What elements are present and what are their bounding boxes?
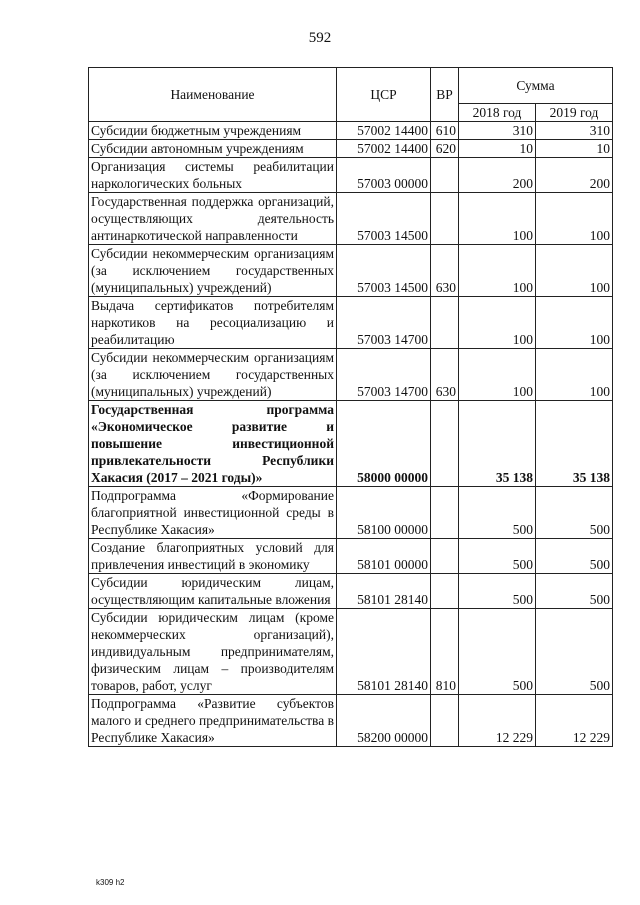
cell-name: Создание благоприятных условий для привлечения инвестиций в экономику — [89, 539, 337, 574]
cell-csr: 57003 14500 — [337, 193, 431, 245]
cell-sum-2018: 100 — [459, 193, 536, 245]
header-name: Наименование — [89, 68, 337, 122]
budget-table — [88, 67, 613, 747]
table-row — [89, 297, 613, 349]
cell-name: Субсидии бюджетным учреждениям — [89, 122, 337, 140]
cell-vr — [431, 695, 459, 747]
table-row — [89, 245, 613, 297]
cell-name: Выдача сертификатов потребителям наркотиков на ресоциализацию и реабилитацию — [89, 297, 337, 349]
table-row — [89, 401, 613, 487]
cell-csr: 57002 14400 — [337, 122, 431, 140]
table-row — [89, 609, 613, 695]
cell-vr: 630 — [431, 349, 459, 401]
cell-sum-2018: 100 — [459, 297, 536, 349]
cell-csr: 58101 28140 — [337, 609, 431, 695]
cell-csr: 57003 14700 — [337, 349, 431, 401]
table-row — [89, 539, 613, 574]
cell-name: Государственная программа «Экономическое развитие и повышение инвестиционной привлекательности Республики Хакасия (2017 – 2021 годы)» — [89, 401, 337, 487]
cell-sum-2018: 12 229 — [459, 695, 536, 747]
cell-sum-2019: 12 229 — [536, 695, 613, 747]
cell-sum-2018: 500 — [459, 574, 536, 609]
cell-sum-2019: 200 — [536, 158, 613, 193]
cell-sum-2018: 35 138 — [459, 401, 536, 487]
cell-vr — [431, 401, 459, 487]
cell-vr: 630 — [431, 245, 459, 297]
cell-sum-2019: 100 — [536, 349, 613, 401]
header-year-2018: 2018 год — [459, 104, 536, 122]
cell-name: Подпрограмма «Формирование благоприятной инвестиционной среды в Республике Хакасия» — [89, 487, 337, 539]
cell-name: Организация системы реабилитации наркологических больных — [89, 158, 337, 193]
cell-csr: 58000 00000 — [337, 401, 431, 487]
cell-sum-2018: 500 — [459, 609, 536, 695]
cell-sum-2018: 100 — [459, 349, 536, 401]
cell-name: Субсидии некоммерческим организациям (за исключением государственных (муниципальных) учреждений) — [89, 349, 337, 401]
table-row — [89, 487, 613, 539]
cell-csr: 57002 14400 — [337, 140, 431, 158]
table-body — [89, 122, 613, 747]
cell-sum-2019: 500 — [536, 487, 613, 539]
cell-name: Подпрограмма «Развитие субъектов малого и среднего предпринимательства в Республике Хакасия» — [89, 695, 337, 747]
cell-vr: 610 — [431, 122, 459, 140]
cell-csr: 58101 28140 — [337, 574, 431, 609]
cell-name: Субсидии некоммерческим организациям (за исключением государственных (муниципальных) учреждений) — [89, 245, 337, 297]
header-sum: Сумма — [459, 68, 613, 104]
cell-name: Субсидии автономным учреждениям — [89, 140, 337, 158]
cell-csr: 57003 00000 — [337, 158, 431, 193]
cell-csr: 58200 00000 — [337, 695, 431, 747]
header-vr: ВР — [431, 68, 459, 122]
cell-vr — [431, 297, 459, 349]
cell-vr — [431, 574, 459, 609]
cell-vr — [431, 193, 459, 245]
cell-sum-2019: 500 — [536, 574, 613, 609]
cell-csr: 57003 14500 — [337, 245, 431, 297]
cell-sum-2019: 310 — [536, 122, 613, 140]
cell-name: Государственная поддержка организаций, осуществляющих деятельность антинаркотической направленности — [89, 193, 337, 245]
cell-sum-2018: 10 — [459, 140, 536, 158]
cell-vr — [431, 158, 459, 193]
cell-sum-2019: 10 — [536, 140, 613, 158]
cell-csr: 58100 00000 — [337, 487, 431, 539]
footer-code: k309 h2 — [96, 878, 125, 887]
cell-sum-2019: 35 138 — [536, 401, 613, 487]
cell-sum-2018: 500 — [459, 539, 536, 574]
cell-vr — [431, 487, 459, 539]
cell-sum-2019: 100 — [536, 245, 613, 297]
cell-csr: 57003 14700 — [337, 297, 431, 349]
table-row — [89, 193, 613, 245]
header-csr: ЦСР — [337, 68, 431, 122]
table-row — [89, 122, 613, 140]
table-row — [89, 695, 613, 747]
cell-sum-2018: 200 — [459, 158, 536, 193]
cell-sum-2019: 500 — [536, 539, 613, 574]
cell-vr: 620 — [431, 140, 459, 158]
table-row — [89, 158, 613, 193]
table-row — [89, 140, 613, 158]
cell-sum-2018: 500 — [459, 487, 536, 539]
cell-vr — [431, 539, 459, 574]
header-year-2019: 2019 год — [536, 104, 613, 122]
cell-sum-2018: 310 — [459, 122, 536, 140]
table-row — [89, 574, 613, 609]
cell-sum-2019: 100 — [536, 297, 613, 349]
page-number: 592 — [308, 30, 332, 46]
cell-name: Субсидии юридическим лицам (кроме некоммерческих организаций), индивидуальным предпринимателям, физическим лицам – производителям товаров, работ, услуг — [89, 609, 337, 695]
cell-name: Субсидии юридическим лицам, осуществляющим капитальные вложения — [89, 574, 337, 609]
cell-sum-2019: 100 — [536, 193, 613, 245]
cell-sum-2019: 500 — [536, 609, 613, 695]
table-row — [89, 349, 613, 401]
cell-vr: 810 — [431, 609, 459, 695]
cell-sum-2018: 100 — [459, 245, 536, 297]
cell-csr: 58101 00000 — [337, 539, 431, 574]
